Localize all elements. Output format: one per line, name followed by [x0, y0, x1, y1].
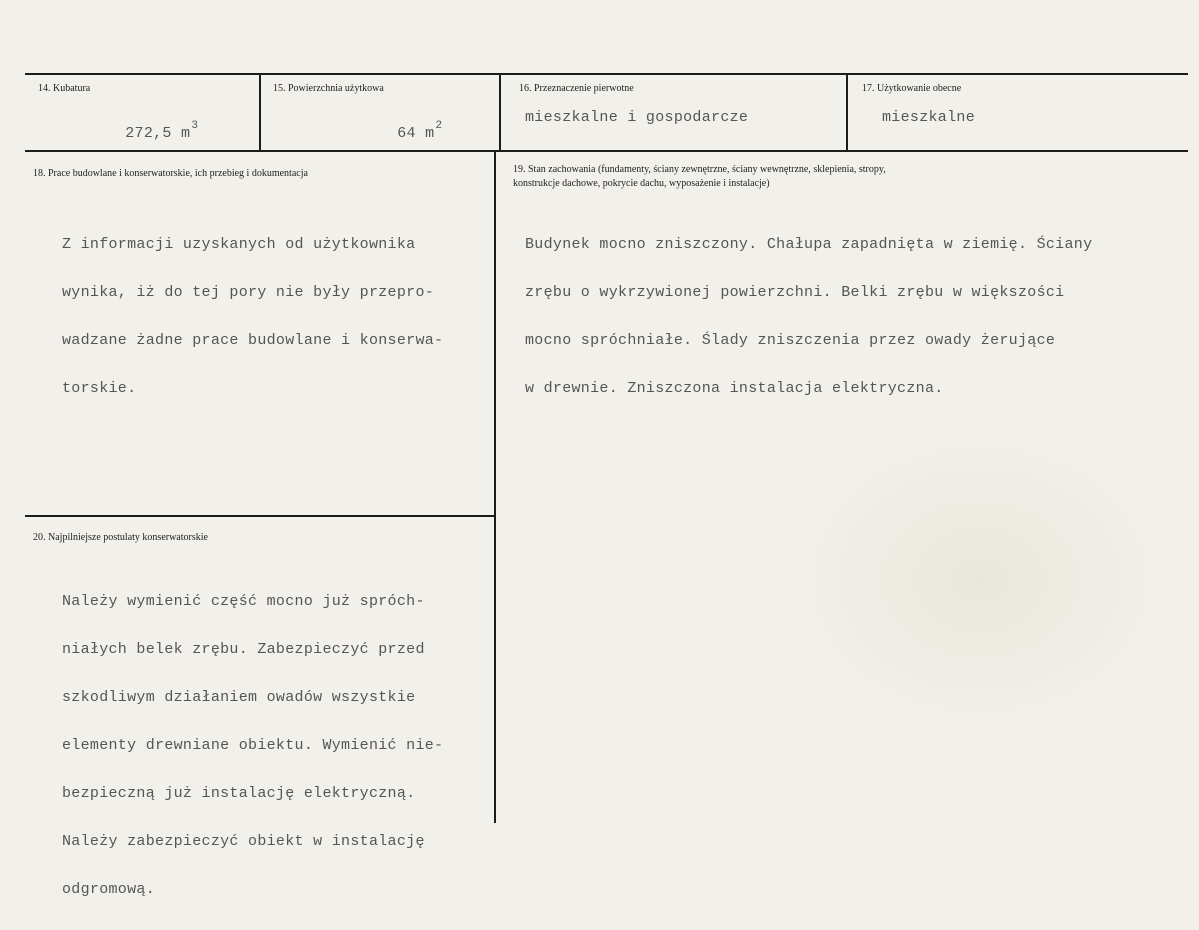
field-19-text — [525, 205, 1185, 429]
divider-15-16 — [499, 74, 501, 151]
field-18-line: Z informacji uzyskanych od użytkownika — [62, 236, 416, 253]
field-20-line: Należy wymienić część mocno już spróch- — [62, 593, 425, 610]
field-18-text — [62, 205, 492, 429]
field-18-line: wynika, iż do tej pory nie były przepro- — [62, 284, 435, 301]
field-20-line: Należy zabezpieczyć obiekt w instalację — [62, 833, 425, 850]
field-17-label: 17. Użytkowanie obecne — [862, 83, 962, 94]
field-14-label: 14. Kubatura — [38, 83, 91, 94]
field-19-line: Budynek mocno zniszczony. Chałupa zapadnięta w ziemię. Ściany — [525, 236, 1093, 253]
field-15-label: 15. Powierzchnia użytkowa — [273, 83, 384, 94]
field-16-label: 16. Przeznaczenie pierwotne — [519, 83, 634, 94]
field-16-value: mieszkalne i gospodarcze — [525, 109, 749, 126]
field-15-number: 64 m — [397, 125, 435, 142]
field-20-line: niałych belek zrębu. Zabezpieczyć przed — [62, 641, 425, 658]
field-18-20-rule — [25, 515, 495, 517]
field-18-line: wadzane żadne prace budowlane i konserwa- — [62, 332, 444, 349]
field-19-label-line: konstrukcje dachowe, pokrycie dachu, wyposażenie i instalacje) — [513, 178, 770, 189]
row1-bottom-rule — [25, 150, 1188, 152]
field-19-line: zrębu o wykrzywionej powierzchni. Belki zrębu w większości — [525, 284, 1065, 301]
field-19-label — [513, 163, 886, 191]
divider-14-15 — [259, 74, 261, 151]
field-14-unit-exponent: 3 — [191, 120, 199, 132]
field-20-line: elementy drewniane obiektu. Wymienić nie- — [62, 737, 444, 754]
field-19-line: mocno spróchniałe. Ślady zniszczenia przez owady żerujące — [525, 332, 1056, 349]
field-18-label: 18. Prace budowlane i konserwatorskie, ich przebieg i dokumentacja — [33, 168, 308, 179]
field-20-label: 20. Najpilniejsze postulaty konserwatorskie — [33, 532, 208, 543]
field-19-label-line: 19. Stan zachowania (fundamenty, ściany zewnętrzne, ściany wewnętrzne, sklepienia, stropy, — [513, 164, 886, 175]
paper-stain — [790, 430, 1170, 730]
field-17-value: mieszkalne — [882, 109, 976, 126]
field-20-line: odgromową. — [62, 881, 156, 898]
field-20-text — [62, 562, 492, 930]
field-15-unit-exponent: 2 — [435, 120, 443, 132]
field-20-line: szkodliwym działaniem owadów wszystkie — [62, 689, 416, 706]
top-rule — [25, 73, 1188, 75]
field-14-value — [88, 110, 198, 159]
divider-16-17 — [846, 74, 848, 151]
field-15-value — [360, 110, 442, 159]
field-19-line: w drewnie. Zniszczona instalacja elektryczna. — [525, 380, 944, 397]
field-18-line: torskie. — [62, 380, 137, 397]
main-vertical-divider — [494, 151, 496, 823]
field-20-line: bezpieczną już instalację elektryczną. — [62, 785, 416, 802]
field-14-number: 272,5 m — [125, 125, 191, 142]
